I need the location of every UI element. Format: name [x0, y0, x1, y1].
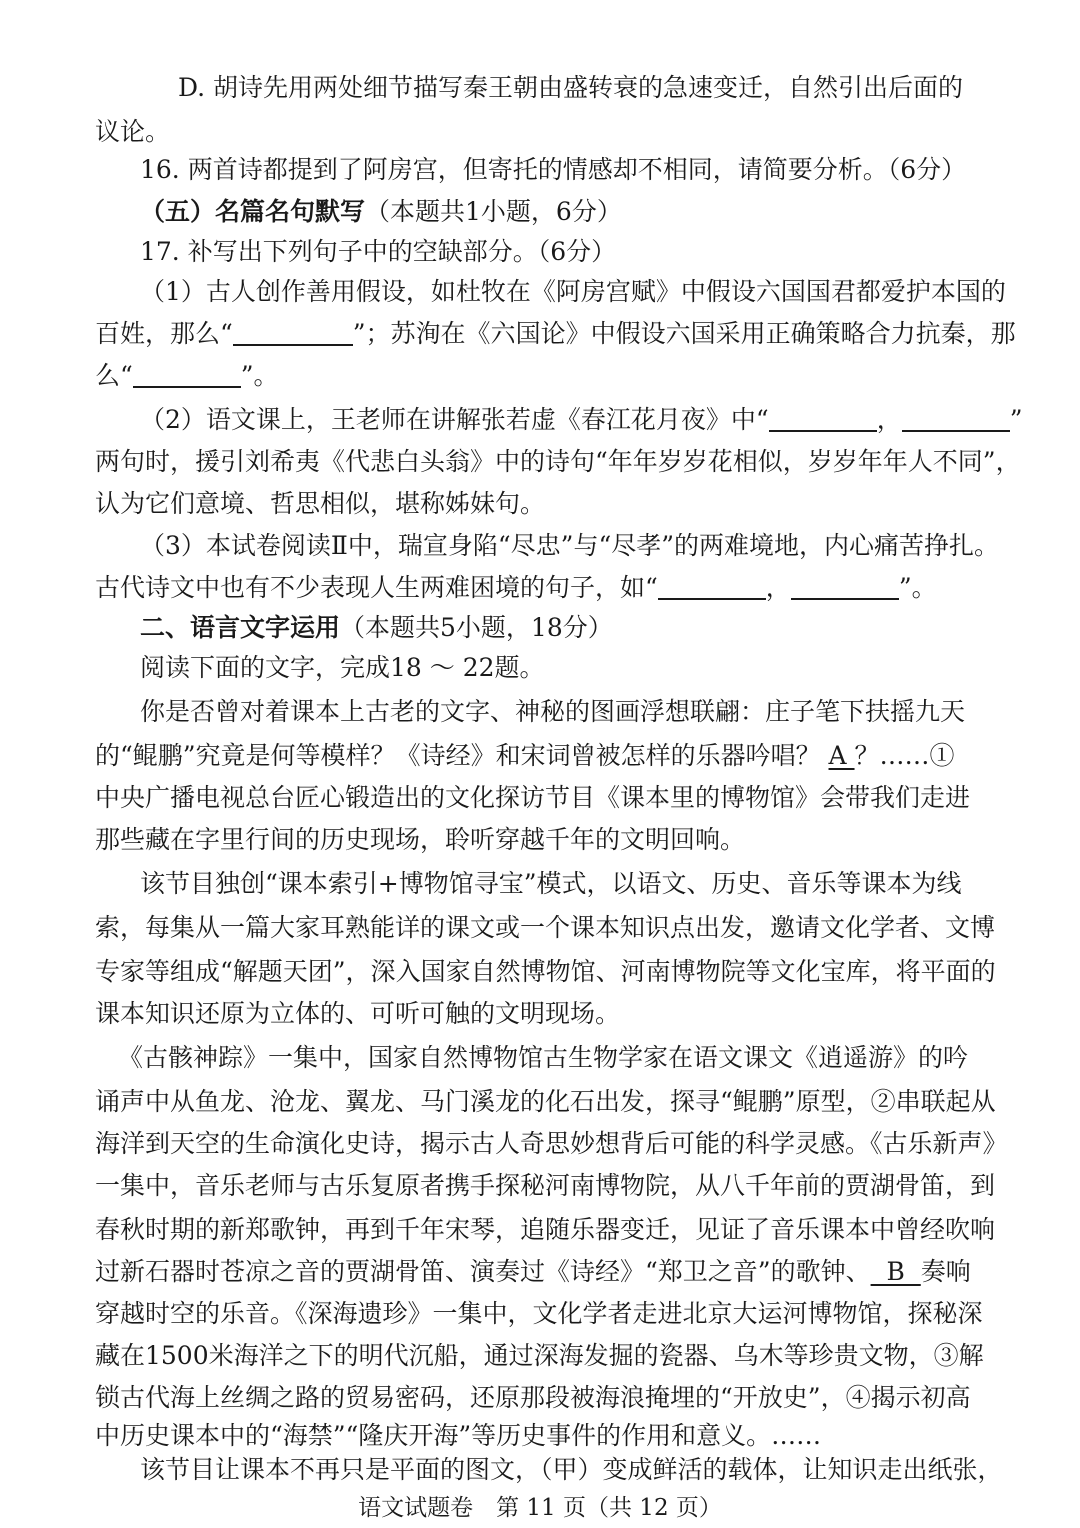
text-segment: 百姓，那么“ [95, 319, 233, 348]
passage-line-6: 索，每集从一篇大家耳熟能详的课文或一个课本知识点出发，邀请文化学者、文博 [95, 913, 996, 942]
blank-marker-b: B [870, 1257, 921, 1286]
passage-line-7: 专家等组成“解题天团”，深入国家自然博物馆、河南博物院等文化宝库，将平面的 [95, 957, 996, 986]
answer-blank [133, 360, 241, 388]
answer-blank [902, 404, 1010, 432]
passage-line-16: 藏在1500米海洋之下的明代沉船，通过深海发掘的瓷器、乌木等珍贵文物，③解 [95, 1341, 984, 1370]
part-2-heading [140, 606, 1001, 650]
section-5-note: （本题共1小题，6分） [365, 197, 622, 226]
passage-line-1: 你是否曾对着课本上古老的文字、神秘的图画浮想联翩：庄子笔下扶摇九天 [140, 697, 966, 726]
part-2-note: （本题共5小题，18分） [340, 613, 613, 642]
passage-line-19: 该节目让课本不再只是平面的图文，（甲）变成鲜活的载体，让知识走出纸张， [140, 1455, 1003, 1484]
question-17: 17. 补写出下列句子中的空缺部分。（6分） [140, 237, 617, 266]
answer-blank [769, 404, 877, 432]
passage-line-15: 穿越时空的乐音。《深海遗珍》一集中，文化学者走进北京大运河博物馆，探秘深 [95, 1299, 983, 1328]
text-segment: 么“ [95, 361, 133, 390]
blank-marker-a: A [828, 741, 855, 770]
option-d-line-2: 议论。 [95, 117, 171, 146]
text-segment: ”。 [240, 361, 279, 390]
passage-line-12: 一集中，音乐老师与古乐复原者携手探秘河南博物院，从八千年前的贾湖骨笛，到 [95, 1171, 996, 1200]
q17-part2-line-2: 两句时，援引刘希夷《代悲白头翁》中的诗句“年年岁岁花相似，岁岁年年人不同”， [95, 447, 1021, 476]
passage-line-4: 那些藏在字里行间的历史现场，聆听穿越千年的文明回响。 [95, 825, 746, 854]
passage-line-18: 中历史课本中的“海禁”“隆庆开海”等历史事件的作用和意义。…… [95, 1421, 822, 1450]
q17-part2-line-3: 认为它们意境、哲思相似，堪称姊妹句。 [95, 489, 546, 518]
q17-part3-line-2 [95, 566, 1001, 610]
passage-line-8: 课本知识还原为立体的、可听可触的文明现场。 [95, 999, 621, 1028]
passage-line-11: 海洋到天空的生命演化史诗，揭示古人奇思妙想背后可能的科学灵感。《古乐新声》 [95, 1129, 1008, 1158]
text-segment: （2）语文课上，王老师在讲解张若虚《春江花月夜》中“ [140, 405, 769, 434]
text-segment: ” [1009, 405, 1023, 434]
text-segment: 的“鲲鹏”究竟是何等模样？《诗经》和宋词曾被怎样的乐器吟唱？ [95, 741, 829, 770]
text-segment: ， [765, 573, 791, 602]
passage-line-9: 《古骸神踪》一集中，国家自然博物馆古生物学家在语文课文《逍遥游》的吟 [118, 1043, 969, 1072]
q17-part1-line-3 [95, 354, 1001, 398]
section-5-title: （五）名篇名句默写 [140, 197, 366, 226]
q17-part1-line-1: （1）古人创作善用假设，如杜牧在《阿房宫赋》中假设六国国君都爱护本国的 [140, 277, 1006, 306]
q17-part2-line-1 [140, 398, 1023, 442]
reading-instruction: 阅读下面的文字，完成18 ～ 22题。 [140, 653, 545, 682]
q17-part1-line-2 [95, 312, 1016, 356]
passage-line-17: 锁古代海上丝绸之路的贸易密码，还原那段被海浪掩埋的“开放史”，④揭示初高 [95, 1383, 971, 1412]
text-segment: ”。 [898, 573, 937, 602]
text-segment: ， [876, 405, 902, 434]
option-d-line-1: D. 胡诗先用两处细节描写秦王朝由盛转衰的急速变迁，自然引出后面的 [178, 73, 964, 102]
passage-line-5: 该节目独创“课本索引+博物馆寻宝”模式，以语文、历史、音乐等课本为线 [140, 869, 962, 898]
part-2-title: 二、语言文字运用 [140, 613, 341, 642]
answer-blank [658, 572, 766, 600]
passage-line-14 [95, 1250, 1001, 1294]
page-footer: 语文试题卷 第 11 页（共 12 页） [358, 1495, 722, 1521]
question-16: 16. 两首诗都提到了阿房宫，但寄托的情感却不相同，请简要分析。（6分） [140, 155, 967, 184]
text-segment: ”；苏洵在《六国论》中假设六国采用正确策略合力抗秦，那 [352, 319, 1016, 348]
text-segment: ？……① [854, 741, 955, 770]
text-segment: 过新石器时苍凉之音的贾湖骨笛、演奏过《诗经》“郑卫之音”的歌钟、 [95, 1257, 871, 1286]
section-5-heading [140, 190, 1001, 234]
passage-line-3: 中央广播电视总台匠心锻造出的文化探访节目《课本里的博物馆》会带我们走进 [95, 783, 971, 812]
passage-line-2 [95, 734, 1001, 778]
passage-line-10: 诵声中从鱼龙、沧龙、翼龙、马门溪龙的化石出发，探寻“鲲鹏”原型，②串联起从 [95, 1087, 996, 1116]
text-segment: 古代诗文中也有不少表现人生两难困境的句子，如“ [95, 573, 658, 602]
answer-blank [791, 572, 899, 600]
answer-blank [233, 318, 353, 346]
q17-part3-line-1: （3）本试卷阅读Ⅱ中，瑞宣身陷“尽忠”与“尽孝”的两难境地，内心痛苦挣扎。 [140, 531, 1000, 560]
text-segment: 奏响 [920, 1257, 971, 1286]
passage-line-13: 春秋时期的新郑歌钟，再到千年宋琴，追随乐器变迁，见证了音乐课本中曾经吹响 [95, 1215, 996, 1244]
